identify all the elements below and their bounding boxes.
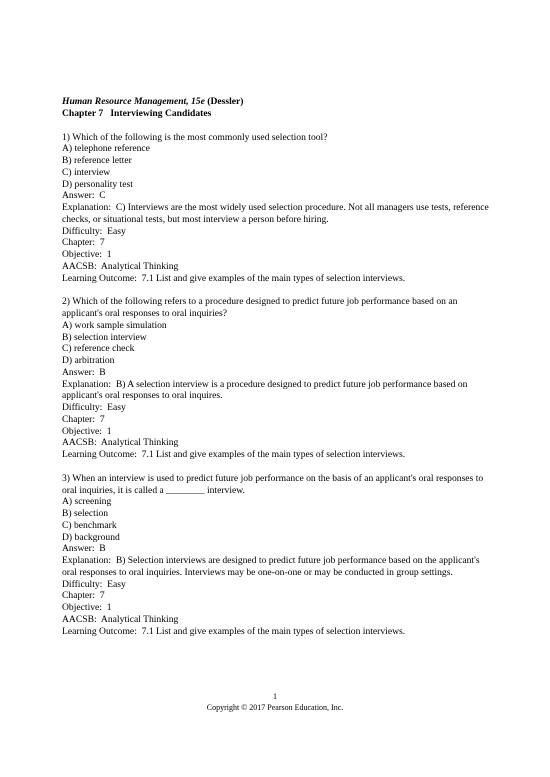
answer-option: C) benchmark — [62, 519, 117, 531]
chapter-ref: Chapter: 7 — [62, 237, 105, 249]
learning-outcome: Learning Outcome: 7.1 List and give examples of the main types of selection interviews. — [62, 449, 406, 460]
book-title: Human Resource Management, 15e — [62, 96, 205, 107]
answer-option: D) personality test — [62, 178, 133, 190]
page-content — [62, 96, 492, 637]
answer-key: Answer: B — [62, 543, 106, 555]
difficulty: Difficulty: Easy — [62, 225, 126, 237]
explanation: Explanation: B) A selection interview is a procedure designed to predict future job performance based on applicant's oral responses to oral inquires. — [62, 378, 470, 402]
book-header — [62, 96, 492, 108]
answer-option: A) screening — [62, 496, 112, 508]
chapter-ref: Chapter: 7 — [62, 590, 105, 602]
explanation: Explanation: C) Interviews are the most widely used selection procedure. Not all managers use tests, reference checks, or situational tests, but most interview a person before hiring. — [62, 202, 492, 225]
answer-option: B) reference letter — [62, 155, 132, 166]
book-author: (Dessler) — [207, 96, 244, 107]
answer-option: B) selection interview — [62, 331, 147, 343]
answer-option: A) telephone reference — [62, 143, 150, 155]
answer-option: D) background — [62, 531, 120, 543]
page-number: 1 — [273, 692, 277, 701]
copyright-notice: Copyright © 2017 Pearson Education, Inc. — [206, 703, 344, 712]
chapter-heading: Chapter 7 Interviewing Candidates — [62, 107, 212, 119]
question-block — [62, 132, 492, 285]
chapter-ref: Chapter: 7 — [62, 413, 105, 425]
objective: Objective: 1 — [62, 425, 112, 437]
question-stem: 2) Which of the following refers to a procedure designed to predict future job performance based on an applicant's oral responses to oral inquiries? — [62, 296, 458, 319]
learning-outcome: Learning Outcome: 7.1 List and give examples of the main types of selection interviews. — [62, 625, 406, 637]
difficulty: Difficulty: Easy — [62, 578, 126, 590]
answer-option: D) arbitration — [62, 355, 115, 366]
question-stem: 3) When an interview is used to predict future job performance on the basis of an applicant's oral responses to oral inquiries, it is called a ________ interview. — [62, 472, 484, 496]
explanation: Explanation: B) Selection interviews are designed to predict future job performance based on the applicant's oral responses to oral inquiries. Interviews may be one-on-one or may be conducted in group settings. — [62, 555, 482, 578]
difficulty: Difficulty: Easy — [62, 402, 126, 413]
question-block — [62, 473, 492, 638]
aacsb: AACSB: Analytical Thinking — [62, 437, 179, 449]
objective: Objective: 1 — [62, 249, 112, 260]
question-stem: 1) Which of the following is the most commonly used selection tool? — [62, 131, 328, 143]
learning-outcome: Learning Outcome: 7.1 List and give examples of the main types of selection interviews. — [62, 272, 406, 284]
question-block — [62, 296, 492, 461]
answer-key: Answer: B — [62, 366, 106, 378]
answer-key: Answer: C — [62, 190, 106, 202]
answer-option: C) reference check — [62, 343, 135, 355]
aacsb: AACSB: Analytical Thinking — [62, 260, 179, 272]
objective: Objective: 1 — [62, 602, 112, 613]
answer-option: A) work sample simulation — [62, 319, 167, 331]
answer-option: B) selection — [62, 508, 109, 519]
aacsb: AACSB: Analytical Thinking — [62, 613, 179, 625]
answer-option: C) interview — [62, 166, 111, 178]
